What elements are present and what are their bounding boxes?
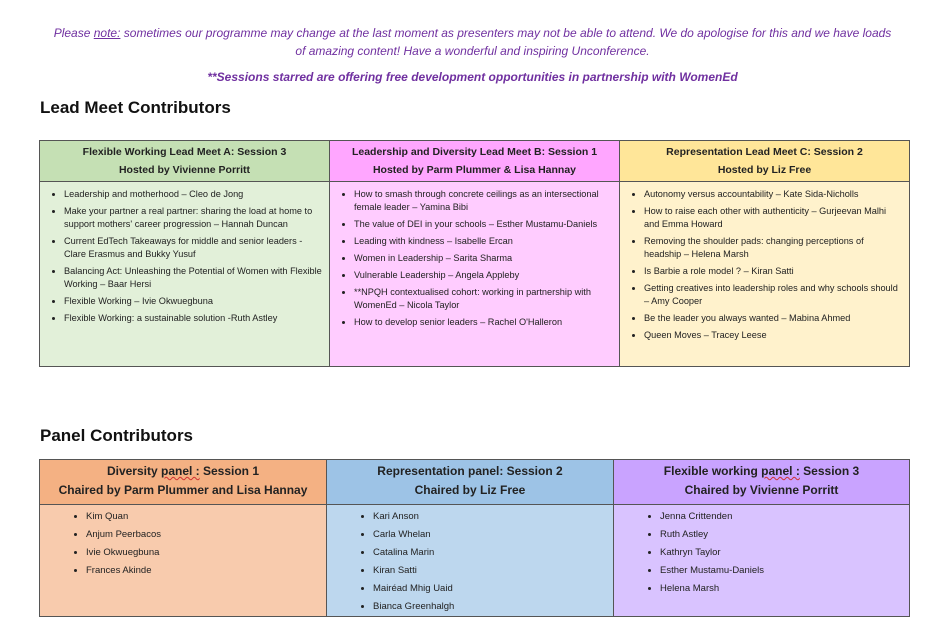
list-item: • Queen Moves – Tracey Leese (644, 329, 903, 342)
lead-meet-b-list (330, 182, 620, 367)
list-item: • Flexible Working – Ivie Okwuegbuna (64, 295, 323, 308)
lead-meet-a-title: Flexible Working Lead Meet A: Session 3 (82, 146, 287, 158)
list-item: • Removing the shoulder pads: changing perceptions of headship – Helena Marsh (644, 235, 903, 261)
lead-meet-c-title: Representation Lead Meet C: Session 2 (666, 146, 863, 158)
list-item: • Be the leader you always wanted – Mabina Ahmed (644, 312, 903, 325)
lead-meet-a-header (40, 141, 330, 182)
lead-meet-a-host: Hosted by Vivienne Porritt (118, 164, 251, 176)
flexible-working-panel-title: Flexible working panel : Session 3 (663, 464, 860, 478)
list-item: • **NPQH contextualised cohort: working in partnership with WomenEd – Nicola Taylor (354, 286, 613, 312)
list-item: • Catalina Marin (373, 544, 607, 562)
representation-panel-header (327, 460, 614, 505)
lead-meet-b-header (330, 141, 620, 182)
flexible-working-panel-header (614, 460, 910, 505)
list-item: • How to raise each other with authenticity – Gurjeevan Malhi and Emma Howard (644, 205, 903, 231)
lead-meet-table (39, 140, 910, 367)
list-item: • Kim Quan (86, 508, 320, 526)
lead-meet-c-list (620, 182, 910, 367)
lead-meet-b-title: Leadership and Diversity Lead Meet B: Session 1 (351, 146, 598, 158)
diversity-panel-list (40, 505, 327, 617)
flexible-working-panel-chair: Chaired by Vivienne Porritt (684, 483, 839, 497)
lead-meet-a-list (40, 182, 330, 367)
list-item: • Is Barbie a role model ? – Kiran Satti (644, 265, 903, 278)
list-item: • Carla Whelan (373, 526, 607, 544)
list-item: • Ivie Okwuegbuna (86, 544, 320, 562)
list-item: • The value of DEI in your schools – Esther Mustamu-Daniels (354, 218, 613, 231)
list-item: • Leading with kindness – Isabelle Ercan (354, 235, 613, 248)
lead-meet-b-host: Hosted by Parm Plummer & Lisa Hannay (372, 164, 577, 176)
list-item: • Women in Leadership – Sarita Sharma (354, 252, 613, 265)
notice-line-1: Please note: sometimes our programme may change at the last moment as presenters may not be able to attend. We do apologise for this and we have loads (53, 26, 892, 40)
representation-panel-title: Representation panel: Session 2 (377, 464, 563, 478)
list-item: • Kiran Satti (373, 562, 607, 580)
list-item: • Make your partner a real partner: sharing the load at home to support mothers' career progression – Hannah Duncan (64, 205, 323, 231)
list-item: • How to smash through concrete ceilings as an intersectional female leader – Yamina Bibi (354, 188, 613, 214)
list-item: • Jenna Crittenden (660, 508, 903, 526)
lead-meet-c-host: Hosted by Liz Free (717, 164, 812, 176)
notice-line-2: of amazing content! Have a wonderful and inspiring Unconference. (295, 44, 650, 58)
list-item: • Frances Akinde (86, 562, 320, 580)
diversity-panel-chair: Chaired by Parm Plummer and Lisa Hannay (58, 483, 308, 497)
panel-heading: Panel Contributors (40, 426, 194, 445)
list-item: • Current EdTech Takeaways for middle and senior leaders - Clare Erasmus and Bukky Yusuf (64, 235, 323, 261)
list-item: • Helena Marsh (660, 580, 903, 598)
list-item: • Mairéad Mhig Uaid (373, 580, 607, 598)
list-item: • Vulnerable Leadership – Angela Appleby (354, 269, 613, 282)
list-item: • Ruth Astley (660, 526, 903, 544)
starred-sessions-note: **Sessions starred are offering free development opportunities in partnership with WomenEd (207, 70, 738, 84)
list-item: • Bianca Greenhalgh (373, 598, 607, 616)
list-item: • Kathryn Taylor (660, 544, 903, 562)
list-item: • How to develop senior leaders – Rachel O'Halleron (354, 316, 613, 329)
list-item: • Flexible Working: a sustainable solution -Ruth Astley (64, 312, 323, 325)
lead-meet-heading: Lead Meet Contributors (40, 98, 231, 117)
list-item: • Autonomy versus accountability – Kate Sida-Nicholls (644, 188, 903, 201)
list-item: • Getting creatives into leadership roles and why schools should – Amy Cooper (644, 282, 903, 308)
diversity-panel-title: Diversity panel : Session 1 (106, 464, 260, 478)
flexible-working-panel-list (614, 505, 910, 617)
lead-meet-c-header (620, 141, 910, 182)
diversity-panel-header (40, 460, 327, 505)
list-item: • Leadership and motherhood – Cleo de Jong (64, 188, 323, 201)
list-item: • Kari Anson (373, 508, 607, 526)
representation-panel-list (327, 505, 614, 617)
list-item: • Anjum Peerbacos (86, 526, 320, 544)
list-item: • Esther Mustamu-Daniels (660, 562, 903, 580)
panel-table (39, 459, 910, 617)
note-word: note: (93, 26, 121, 40)
representation-panel-chair: Chaired by Liz Free (414, 483, 526, 497)
list-item: • Balancing Act: Unleashing the Potential of Women with Flexible Working – Baar Hersi (64, 265, 323, 291)
